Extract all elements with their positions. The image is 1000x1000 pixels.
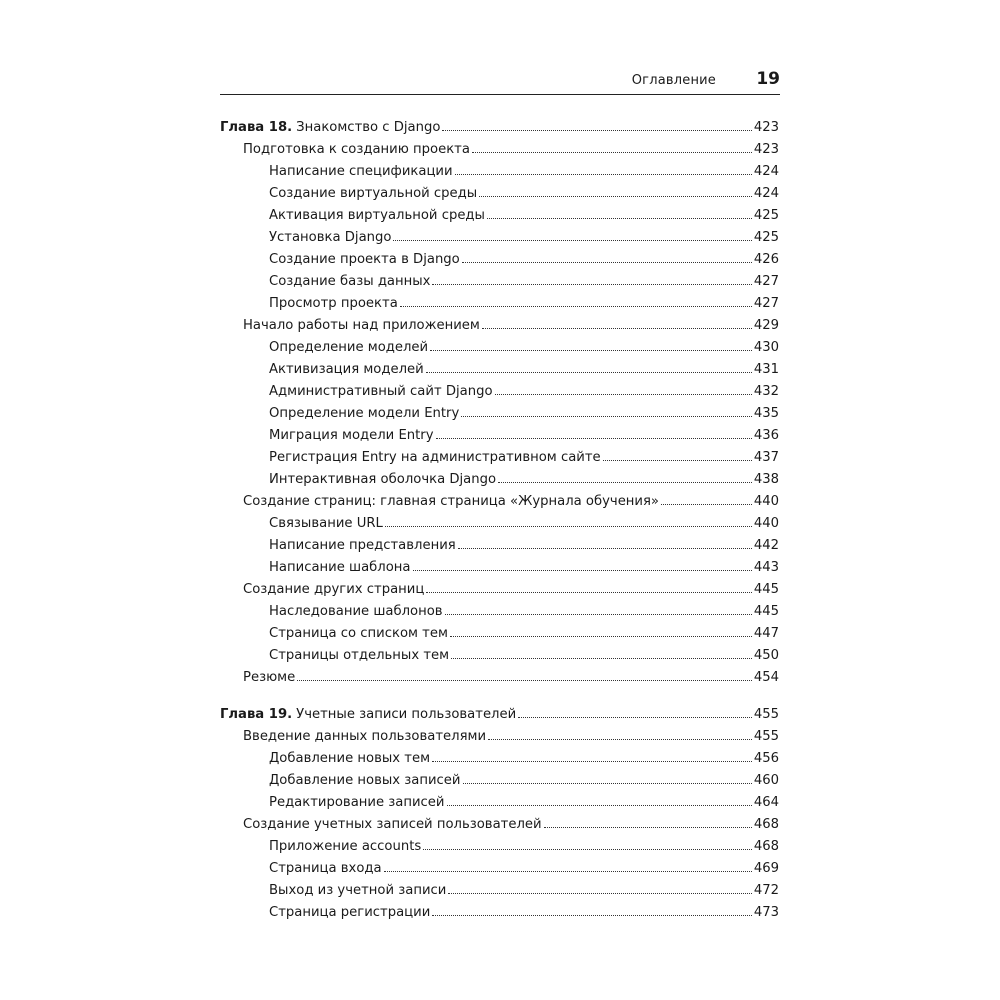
dot-leader [297, 679, 752, 681]
entry-page-number: 447 [753, 626, 779, 641]
dot-leader [603, 459, 752, 461]
toc-subsection-entry [269, 838, 779, 858]
entry-page-number: 432 [753, 384, 779, 399]
entry-title: Активация виртуальной среды [269, 208, 485, 223]
entry-title: Страница входа [269, 861, 382, 876]
toc-section-entry [243, 581, 779, 601]
entry-title: Выход из учетной записи [269, 883, 447, 898]
dot-leader [451, 657, 752, 659]
dot-leader [462, 261, 752, 263]
entry-page-number: 423 [753, 142, 779, 157]
entry-title: Создание других страниц [243, 582, 425, 597]
entry-title: Знакомство с Django [296, 120, 441, 135]
entry-title: Создание страниц: главная страница «Журнала обучения» [243, 494, 659, 509]
dot-leader [432, 914, 752, 916]
toc-subsection-entry [269, 273, 779, 293]
toc-subsection-entry [269, 515, 779, 535]
dot-leader [430, 349, 752, 351]
toc-subsection-entry [269, 251, 779, 271]
toc-chapter-entry [220, 706, 779, 726]
entry-title: Написание представления [269, 538, 456, 553]
entry-page-number: 436 [753, 428, 779, 443]
entry-title: Связывание URL [269, 516, 383, 531]
entry-page-number: 429 [753, 318, 779, 333]
entry-page-number: 473 [753, 905, 779, 920]
dot-leader [445, 613, 752, 615]
entry-title: Страница регистрации [269, 905, 431, 920]
entry-page-number: 440 [753, 516, 779, 531]
dot-leader [432, 760, 752, 762]
dot-leader [661, 503, 752, 505]
toc-subsection-entry [269, 471, 779, 491]
dot-leader [448, 892, 751, 894]
dot-leader [436, 437, 752, 439]
entry-title: Начало работы над приложением [243, 318, 480, 333]
entry-page-number: 460 [753, 773, 779, 788]
entry-page-number: 424 [753, 186, 779, 201]
entry-title: Редактирование записей [269, 795, 445, 810]
entry-page-number: 455 [753, 707, 779, 722]
dot-leader [393, 239, 751, 241]
toc-subsection-entry [269, 750, 779, 770]
dot-leader [442, 129, 751, 131]
entry-page-number: 430 [753, 340, 779, 355]
toc-subsection-entry [269, 427, 779, 447]
toc-subsection-entry [269, 772, 779, 792]
entry-title: Добавление новых записей [269, 773, 461, 788]
toc-subsection-entry [269, 163, 779, 183]
running-head-title: Оглавление [631, 73, 716, 88]
toc-subsection-entry [269, 207, 779, 227]
entry-page-number: 445 [753, 582, 779, 597]
entry-title: Добавление новых тем [269, 751, 431, 766]
entry-title: Создание учетных записей пользователей [243, 817, 542, 832]
dot-leader [482, 327, 752, 329]
entry-title: Наследование шаблонов [269, 604, 443, 619]
entry-title: Регистрация Entry на административном сайте [269, 450, 601, 465]
dot-leader [455, 173, 752, 175]
entry-title: Резюме [243, 670, 296, 685]
dot-leader [426, 591, 752, 593]
dot-leader [447, 804, 752, 806]
toc-subsection-entry [269, 794, 779, 814]
toc-subsection-entry [269, 339, 779, 359]
entry-title: Введение данных пользователями [243, 729, 487, 744]
dot-leader [400, 305, 752, 307]
toc-subsection-entry [269, 185, 779, 205]
entry-title: Миграция модели Entry [269, 428, 434, 443]
entry-page-number: 442 [753, 538, 779, 553]
toc-section-entry [243, 816, 779, 836]
toc-subsection-entry [269, 405, 779, 425]
dot-leader [472, 151, 752, 153]
entry-page-number: 440 [753, 494, 779, 509]
entry-page-number: 468 [753, 817, 779, 832]
entry-page-number: 423 [753, 120, 779, 135]
entry-page-number: 472 [753, 883, 779, 898]
toc-section-entry [243, 317, 779, 337]
chapter-label: Глава 18. [220, 120, 293, 135]
entry-page-number: 468 [753, 839, 779, 854]
toc-subsection-entry [269, 361, 779, 381]
toc-subsection-entry [269, 603, 779, 623]
dot-leader [488, 738, 752, 740]
entry-title: Написание спецификации [269, 164, 453, 179]
entry-title: Написание шаблона [269, 560, 411, 575]
entry-page-number: 426 [753, 252, 779, 267]
entry-page-number: 443 [753, 560, 779, 575]
chapter-label: Глава 19. [220, 707, 293, 722]
toc-section-entry [243, 141, 779, 161]
dot-leader [461, 415, 752, 417]
toc-subsection-entry [269, 559, 779, 579]
toc-section-entry [243, 669, 779, 689]
entry-page-number: 445 [753, 604, 779, 619]
dot-leader [495, 393, 752, 395]
entry-title: Подготовка к созданию проекта [243, 142, 470, 157]
dot-leader [413, 569, 752, 571]
entry-page-number: 450 [753, 648, 779, 663]
entry-page-number: 456 [753, 751, 779, 766]
entry-page-number: 425 [753, 208, 779, 223]
entry-page-number: 427 [753, 274, 779, 289]
entry-page-number: 464 [753, 795, 779, 810]
dot-leader [518, 716, 752, 718]
entry-title: Активизация моделей [269, 362, 424, 377]
entry-title: Страница со списком тем [269, 626, 448, 641]
toc-subsection-entry [269, 229, 779, 249]
entry-title: Установка Django [269, 230, 392, 245]
entry-page-number: 431 [753, 362, 779, 377]
toc-subsection-entry [269, 882, 779, 902]
entry-title: Просмотр проекта [269, 296, 398, 311]
dot-leader [544, 826, 752, 828]
page-number: 19 [756, 69, 780, 89]
entry-page-number: 435 [753, 406, 779, 421]
toc-section-entry [243, 728, 779, 748]
toc-subsection-entry [269, 383, 779, 403]
dot-leader [432, 283, 751, 285]
toc-subsection-entry [269, 647, 779, 667]
entry-title: Административный сайт Django [269, 384, 493, 399]
entry-title: Создание базы данных [269, 274, 431, 289]
toc-section-entry [243, 493, 779, 513]
entry-title: Учетные записи пользователей [296, 707, 517, 722]
entry-title: Создание проекта в Django [269, 252, 460, 267]
entry-page-number: 424 [753, 164, 779, 179]
dot-leader [423, 848, 752, 850]
toc-subsection-entry [269, 449, 779, 469]
entry-page-number: 438 [753, 472, 779, 487]
entry-page-number: 427 [753, 296, 779, 311]
entry-title: Приложение accounts [269, 839, 422, 854]
toc-subsection-entry [269, 860, 779, 880]
entry-page-number: 469 [753, 861, 779, 876]
dot-leader [479, 195, 752, 197]
dot-leader [463, 782, 752, 784]
dot-leader [487, 217, 752, 219]
entry-title: Интерактивная оболочка Django [269, 472, 497, 487]
entry-title: Определение моделей [269, 340, 429, 355]
toc-chapter-entry [220, 119, 779, 139]
toc-subsection-entry [269, 625, 779, 645]
dot-leader [498, 481, 752, 483]
entry-page-number: 454 [753, 670, 779, 685]
toc-subsection-entry [269, 295, 779, 315]
entry-page-number: 455 [753, 729, 779, 744]
dot-leader [426, 371, 752, 373]
toc-subsection-entry [269, 537, 779, 557]
entry-title: Страницы отдельных тем [269, 648, 450, 663]
dot-leader [450, 635, 752, 637]
entry-page-number: 425 [753, 230, 779, 245]
dot-leader [458, 547, 752, 549]
entry-title: Создание виртуальной среды [269, 186, 478, 201]
dot-leader [385, 525, 752, 527]
dot-leader [384, 870, 752, 872]
entry-page-number: 437 [753, 450, 779, 465]
entry-title: Определение модели Entry [269, 406, 460, 421]
toc-subsection-entry [269, 904, 779, 924]
